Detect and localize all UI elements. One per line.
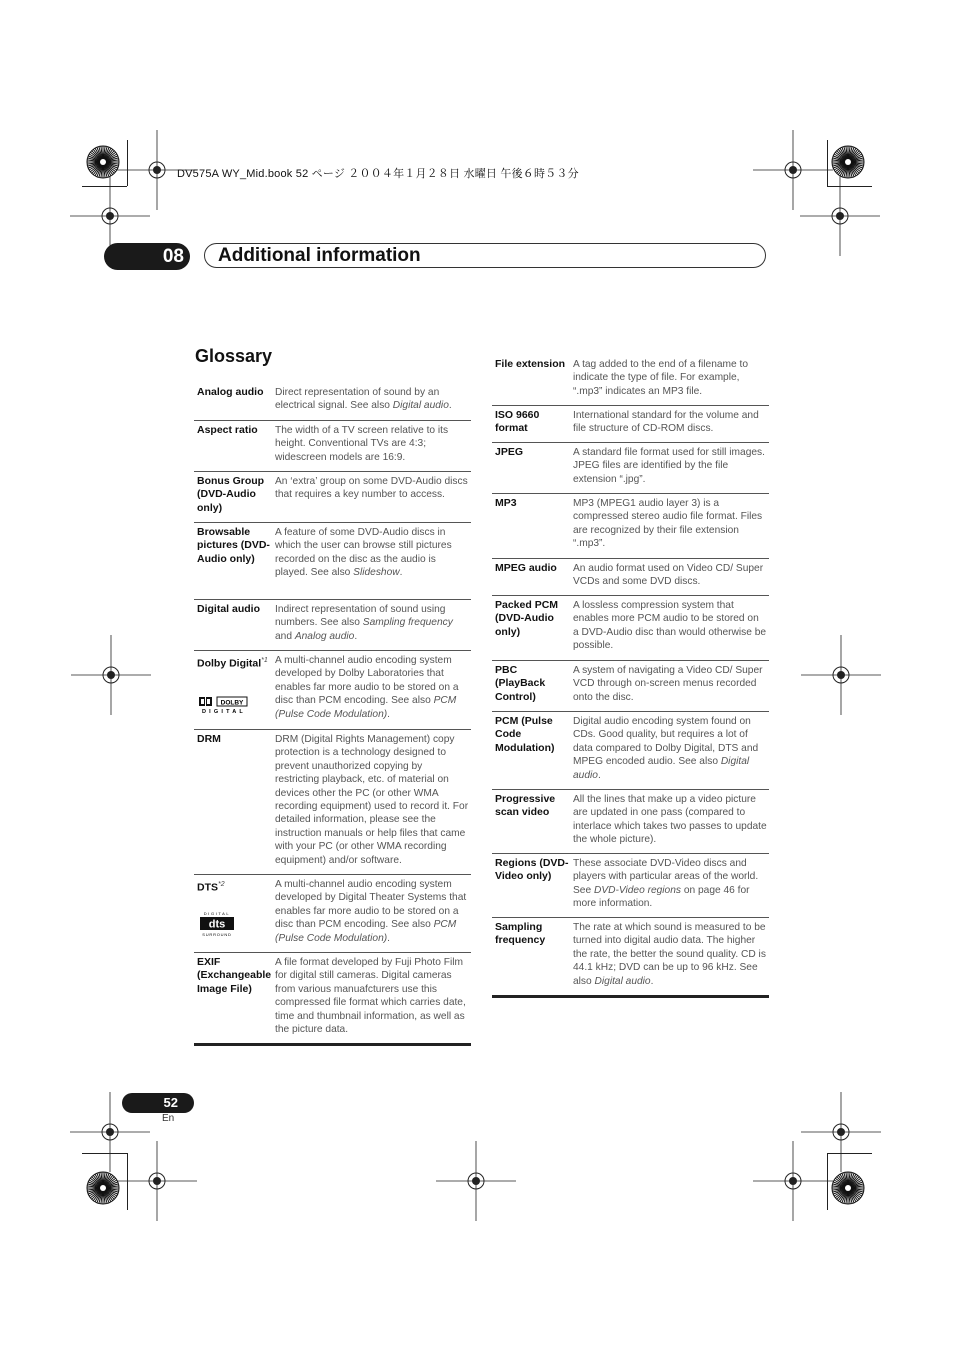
chapter-number-badge (104, 243, 190, 270)
glossary-entry (194, 599, 471, 651)
glossary-entry (194, 729, 471, 875)
glossary-definition: The rate at which sound is measured to be turned into digital audio data. The higher the rate, the better the sound quality. CD is 44.1 kHz; DVD can be up to 96 kHz. See also Digital audio. (573, 922, 766, 987)
glossary-term: Aspect ratio (197, 424, 258, 436)
glossary-definition: Indirect representation of sound using numbers. See also Sampling frequency and Analog audio. (275, 604, 453, 642)
crop-line (827, 186, 872, 187)
glossary-entry (492, 917, 769, 998)
glossary-definition: Direct representation of sound by an electrical signal. See also Digital audio. (275, 387, 452, 412)
glossary-definition: An ‘extra’ group on some DVD-Audio discs that requires a key number to access. (275, 476, 468, 501)
glossary-definition: The width of a TV screen relative to its height. Conventional TVs are 4:3; widescreen models are 16:9. (275, 425, 449, 463)
glossary-definition: MP3 (MPEG1 audio layer 3) is a compressed stereo audio file format. Files are recognized by their file extension “.mp3”. (573, 498, 763, 550)
footnote-marker: *1 (261, 657, 268, 664)
print-header: DV575A WY_Mid.book 52 ページ ２００４年１月２８日 水曜日 午後６時５３分 (177, 168, 579, 180)
glossary-definition: These associate DVD-Video discs and players with particular areas of the world. See DVD-Video regions on page 46 for more information. (573, 858, 759, 910)
registration-crosshair-mark (753, 1141, 833, 1226)
registration-crosshair-mark (71, 635, 151, 720)
glossary-entry (194, 382, 471, 421)
glossary-definition: A tag added to the end of a filename to indicate the type of file. For example, “.mp3” indicates an MP3 file. (573, 359, 749, 397)
glossary-term: MP3 (495, 497, 517, 509)
glossary-term: Regions (DVD-Video only) (495, 857, 569, 883)
page-language: En (162, 1113, 175, 1124)
glossary-term: DRM (197, 733, 221, 745)
svg-text:DOLBY: DOLBY (220, 699, 244, 707)
crop-line (827, 1153, 872, 1154)
glossary-definition: A file format developed by Fuji Photo Film for digital still cameras. Digital cameras from various manuafcturers use this compressed file format which carries date, time and thumbnail information, as well as the picture data. (275, 957, 466, 1036)
glossary-term: PBC (PlayBack Control) (495, 664, 546, 703)
glossary-definition: A multi-channel audio encoding system developed by Dolby Laboratories that enables far more audio to be stored on a disc than PCM encoding. See also PCM (Pulse Code Modulation). (275, 655, 459, 720)
page-number-badge: 52 (122, 1093, 194, 1113)
glossary-term: Sampling frequency (495, 921, 546, 947)
glossary-entry (194, 874, 471, 953)
crop-line (827, 140, 828, 186)
chapter-number: 08 (162, 246, 184, 267)
dolby-digital-logo (199, 696, 249, 714)
glossary-term: Progressive scan video (495, 793, 556, 819)
glossary-entry (194, 420, 471, 472)
glossary-definition: DRM (Digital Rights Management) copy protection is a technology designed to prevent unauthorized copying by restricting playback, etc. of material on devices other the PC (or other WMA recording equipment) used to record it. For detailed information, please see the instruction manuals or help files that came with your PC (or other WMA recording equipment) and/or software. (275, 734, 469, 866)
glossary-entry (492, 711, 769, 790)
glossary-term: Analog audio (197, 386, 264, 398)
glossary-entry (492, 789, 769, 854)
glossary-definition: All the lines that make up a video picture are updated in one pass (compared to interlace which takes two passes to update the whole picture). (573, 794, 767, 846)
crop-line (127, 1153, 128, 1210)
glossary-term: File extension (495, 358, 566, 370)
crop-line (82, 186, 127, 187)
glossary-definition: A feature of some DVD-Audio discs in which the user can browse still pictures recorded on the disc as the audio is played. See also Slideshow. (275, 527, 452, 579)
glossary-term: DTS$^{*2}$ (197, 881, 225, 894)
dts-digital-surround-logo (199, 910, 235, 938)
glossary-entry (492, 660, 769, 712)
registration-crosshair-mark (117, 1141, 197, 1226)
glossary-term: Dolby Digital$^{*1}$ (197, 657, 268, 670)
glossary-definition: Digital audio encoding system found on CDs. Good quality, but requires a lot of data compared to Dolby Digital, DTS and MPEG encoded audio. See also Digital audio. (573, 716, 759, 781)
glossary-term: Packed PCM (DVD-Audio only) (495, 599, 559, 638)
chapter-title: Additional information (218, 245, 421, 266)
glossary-entry (492, 405, 769, 443)
registration-crosshair-mark (436, 1141, 516, 1226)
glossary-term: MPEG audio (495, 562, 557, 574)
glossary-definition: International standard for the volume and file structure of CD-ROM discs. (573, 410, 759, 435)
glossary-entry (194, 522, 471, 600)
glossary-definition: A system of navigating a Video CD/ Super VCD through on-screen menus recorded onto the disc. (573, 665, 763, 703)
svg-text:SURROUND: SURROUND (202, 932, 232, 937)
glossary-term: ISO 9660 format (495, 409, 540, 435)
glossary-entry (492, 442, 769, 494)
glossary-term: Bonus Group (DVD-Audio only) (197, 475, 265, 514)
footnote-marker: *2 (218, 881, 225, 888)
glossary-entry (194, 650, 471, 730)
glossary-definition: A lossless compression system that enables more PCM audio to be stored on a DVD-Audio disc than would otherwise be possible. (573, 600, 767, 652)
crop-line (827, 1153, 828, 1210)
crop-line (82, 1153, 127, 1154)
glossary-entry (492, 493, 769, 559)
glossary-entry (492, 558, 769, 596)
glossary-definition: A multi-channel audio encoding system developed by Digital Theater Systems that enables far more audio to be stored on a disc than PCM encoding. See also PCM (Pulse Code Modulation). (275, 879, 467, 944)
glossary-term: Browsable pictures (DVD-Audio only) (197, 526, 270, 565)
glossary-definition: An audio format used on Video CD/ Super VCDs and some DVD discs. (573, 563, 764, 588)
glossary-entry (194, 952, 471, 1046)
registration-crosshair-mark (801, 635, 881, 720)
glossary-term: EXIF (Exchangeable Image File) (197, 956, 272, 995)
glossary-term: Digital audio (197, 603, 260, 615)
glossary-heading: Glossary (195, 346, 273, 366)
registration-crosshair-mark (800, 176, 880, 261)
glossary-entry (492, 595, 769, 661)
glossary-definition: A standard file format used for still images. JPEG files are identified by the file extension “.jpg”. (573, 447, 765, 485)
crop-line (127, 140, 128, 186)
glossary-entry (492, 354, 769, 406)
svg-text:DIGITAL: DIGITAL (202, 709, 246, 714)
glossary-entry (492, 853, 769, 918)
svg-text:DIGITAL: DIGITAL (203, 911, 231, 916)
glossary-entry (194, 471, 471, 523)
svg-text:dts: dts (208, 918, 226, 931)
glossary-term: PCM (Pulse Code Modulation) (495, 715, 555, 754)
glossary-term: JPEG (495, 446, 524, 458)
